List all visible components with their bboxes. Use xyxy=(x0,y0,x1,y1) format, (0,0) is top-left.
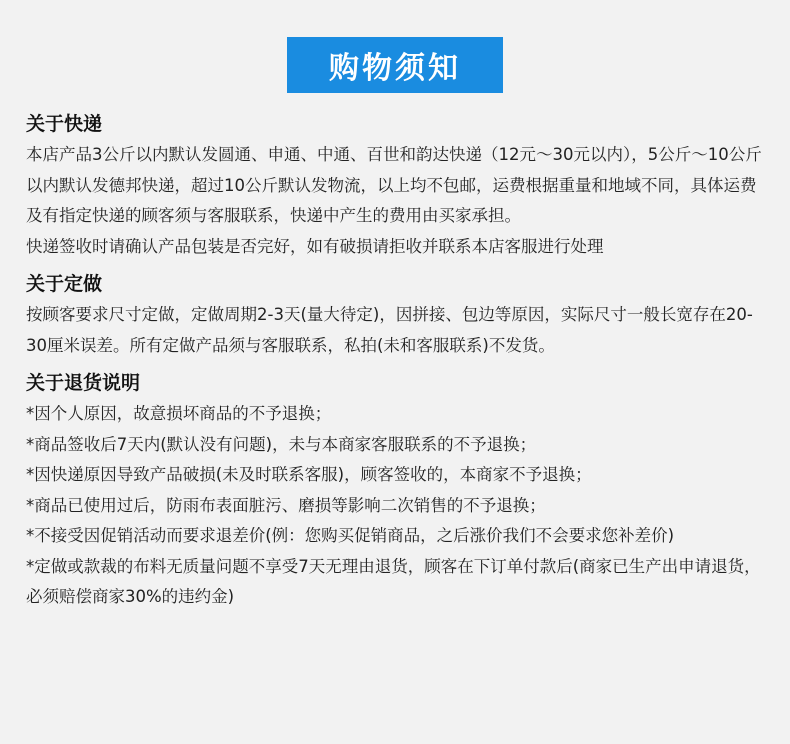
returns-item-2: *商品签收后7天内(默认没有问题)，未与本商家客服联系的不予退换； xyxy=(26,434,537,454)
returns-item-4: *商品已使用过后，防雨布表面脏污、磨损等影响二次销售的不予退换； xyxy=(26,495,546,515)
custom-order-paragraph-1: 按顾客要求尺寸定做，定做周期2-3天(量大待定)，因拼接、包边等原因，实际尺寸一般长宽存在20-30厘米误差。所有定做产品须与客服联系，私拍(未和客服联系)不发货。 xyxy=(26,305,753,355)
section-heading-custom-order: 关于定做 xyxy=(26,273,103,295)
section-returns xyxy=(26,367,771,613)
section-heading-shipping: 关于快递 xyxy=(26,113,103,135)
notice-content xyxy=(26,108,771,619)
shipping-paragraph-1: 本店产品3公斤以内默认发圆通、申通、中通、百世和韵达快递（12元～30元以内），5公斤～10公斤以内默认发德邦快递，超过10公斤默认发物流，以上均不包邮，运费根据重量和地域不同，具体运费及有指定快递的顾客须与客服联系，快递中产生的费用由买家承担。 xyxy=(26,145,762,225)
section-custom-order xyxy=(26,268,771,361)
page-title xyxy=(287,37,503,93)
returns-item-5: *不接受因促销活动而要求退差价(例：您购买促销商品，之后涨价我们不会要求您补差价) xyxy=(26,526,675,545)
shipping-paragraph-2: 快递签收时请确认产品包装是否完好，如有破损请拒收并联系本店客服进行处理 xyxy=(26,236,604,256)
section-shipping xyxy=(26,108,771,262)
section-heading-returns: 关于退货说明 xyxy=(26,372,141,394)
page-title-text: 购物须知 xyxy=(329,51,461,86)
returns-item-1: *因个人原因，故意损坏商品的不予退换； xyxy=(26,404,332,423)
returns-item-6: *定做或款裁的布料无质量问题不享受7天无理由退货，顾客在下订单付款后(商家已生产出申请退货，必须赔偿商家30%的违约金) xyxy=(26,556,761,606)
returns-item-3: *因快递原因导致产品破损(未及时联系客服)，顾客签收的，本商家不予退换； xyxy=(26,465,592,484)
